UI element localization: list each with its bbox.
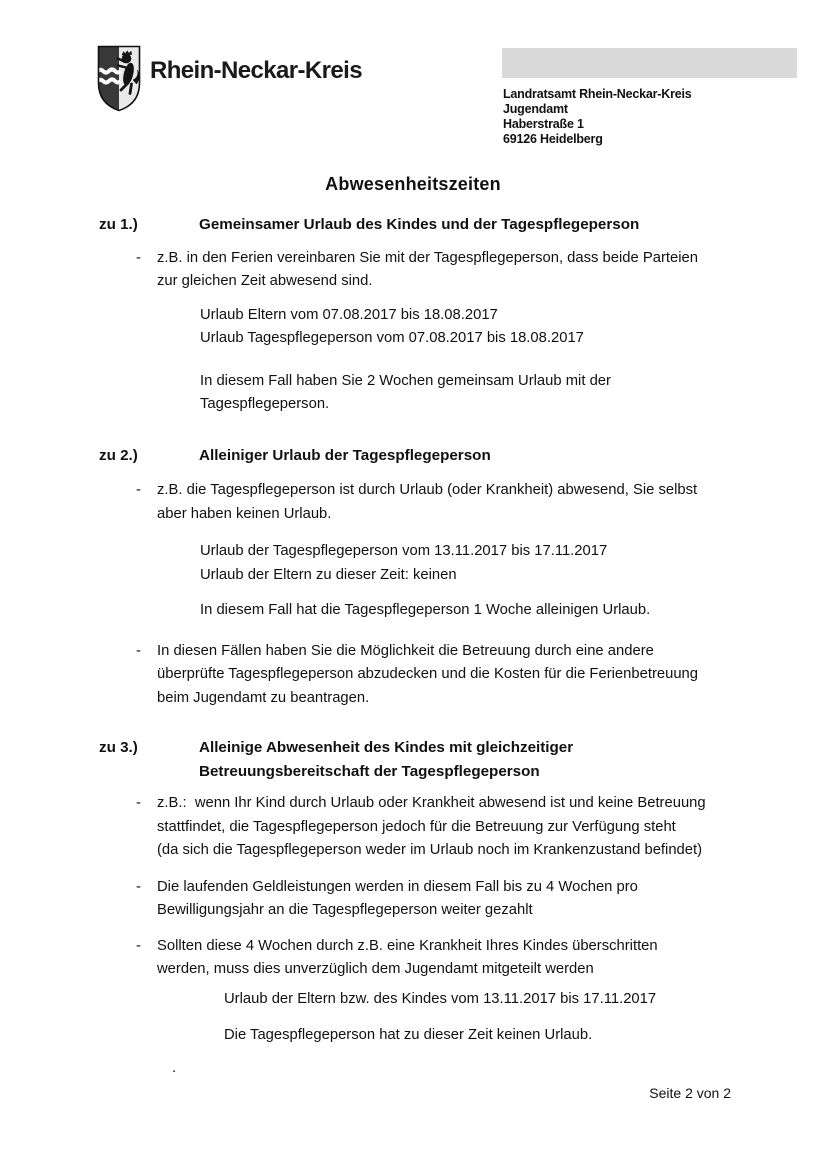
list-item — [136, 247, 826, 294]
bullet-text: z.B. in den Ferien vereinbaren Sie mit der Tagespflegeperson, dass beide Parteien zur gleichen Zeit abwesend sind. — [157, 249, 698, 289]
list-item — [136, 792, 826, 863]
section-3-title: Alleinige Abwesenheit des Kindes mit gleichzeitiger Betreuungsbereitschaft der Tagespflegeperson — [199, 739, 574, 780]
list-item — [136, 479, 826, 526]
bullet-dash: - — [136, 878, 141, 895]
page-title: Abwesenheitszeiten — [325, 174, 501, 194]
example-block: In diesem Fall haben Sie 2 Wochen gemeinsam Urlaub mit der Tagespflegeperson. — [200, 372, 611, 412]
letterhead — [0, 0, 826, 160]
redaction-box — [502, 48, 797, 78]
coat-of-arms-icon — [97, 45, 141, 112]
page-number: Seite 2 von 2 — [649, 1085, 731, 1101]
section-2-title: Alleiniger Urlaub der Tagespflegeperson — [199, 446, 491, 464]
document-body — [0, 160, 826, 1079]
example-block: In diesem Fall hat die Tagespflegeperson 1 Woche alleinigen Urlaub. — [200, 602, 651, 618]
bullet-text: Sollten diese 4 Wochen durch z.B. eine Krankheit Ihres Kindes überschritten werden, muss dies unverzüglich dem Jugendamt mitgeteilt werden — [157, 937, 658, 977]
bullet-dash: - — [136, 642, 141, 659]
example-block: Urlaub der Eltern bzw. des Kindes vom 13.11.2017 bis 17.11.2017 — [224, 990, 657, 1007]
bullet-dash: - — [136, 482, 141, 498]
bullet-dash: - — [136, 795, 141, 811]
bullet-text: In diesen Fällen haben Sie die Möglichkeit die Betreuung durch eine andere überprüfte Tagespflegeperson abzudecken und die Kosten für die Ferienbetreuung beim Jugendamt zu beantragen. — [157, 642, 699, 706]
org-logo-wordmark: Rhein-Neckar-Kreis — [150, 57, 362, 84]
example-block: Urlaub Eltern vom 07.08.2017 bis 18.08.2017 Urlaub Tagespflegeperson vom 07.08.2017 bis 18.08.2017 — [200, 306, 584, 346]
example-block: Die Tagespflegeperson hat zu dieser Zeit keinen Urlaub. — [224, 1027, 593, 1043]
section-1-title: Gemeinsamer Urlaub des Kindes und der Tagespflegeperson — [199, 216, 640, 233]
sender-address-block: Landratsamt Rhein-Neckar-Kreis Jugendamt Haberstraße 1 69126 Heidelberg — [503, 87, 692, 146]
section-1-heading — [99, 213, 826, 237]
bullet-text: Die laufenden Geldleistungen werden in diesem Fall bis zu 4 Wochen pro Bewilligungsjahr an die Tagespflegeperson weiter gezahlt — [157, 878, 638, 918]
section-3-number: zu 3.) — [99, 739, 138, 756]
list-item — [136, 935, 826, 982]
section-1-number: zu 1.) — [99, 216, 138, 233]
list-item — [136, 876, 826, 923]
section-2-heading — [99, 444, 826, 468]
section-2-number: zu 2.) — [99, 446, 138, 464]
bullet-dash: - — [136, 249, 141, 266]
example-block: Urlaub der Tagespflegeperson vom 13.11.2017 bis 17.11.2017 Urlaub der Eltern zu dieser Zeit: keinen — [200, 543, 608, 583]
bullet-text: z.B.: wenn Ihr Kind durch Urlaub oder Krankheit abwesend ist und keine Betreuung stattfindet, die Tagespflegeperson jedoch für die Betreuung zur Verfügung steht (da sich die Tagespflegeperson weder im Urlaub noch im Krankenzustand befindet) — [157, 795, 706, 858]
section-3-heading — [99, 736, 826, 783]
list-item — [136, 640, 826, 711]
bullet-dash: - — [136, 937, 141, 954]
bullet-text: z.B. die Tagespflegeperson ist durch Urlaub (oder Krankheit) abwesend, Sie selbst aber haben keinen Urlaub. — [157, 482, 698, 522]
stray-period: . — [172, 1058, 177, 1076]
